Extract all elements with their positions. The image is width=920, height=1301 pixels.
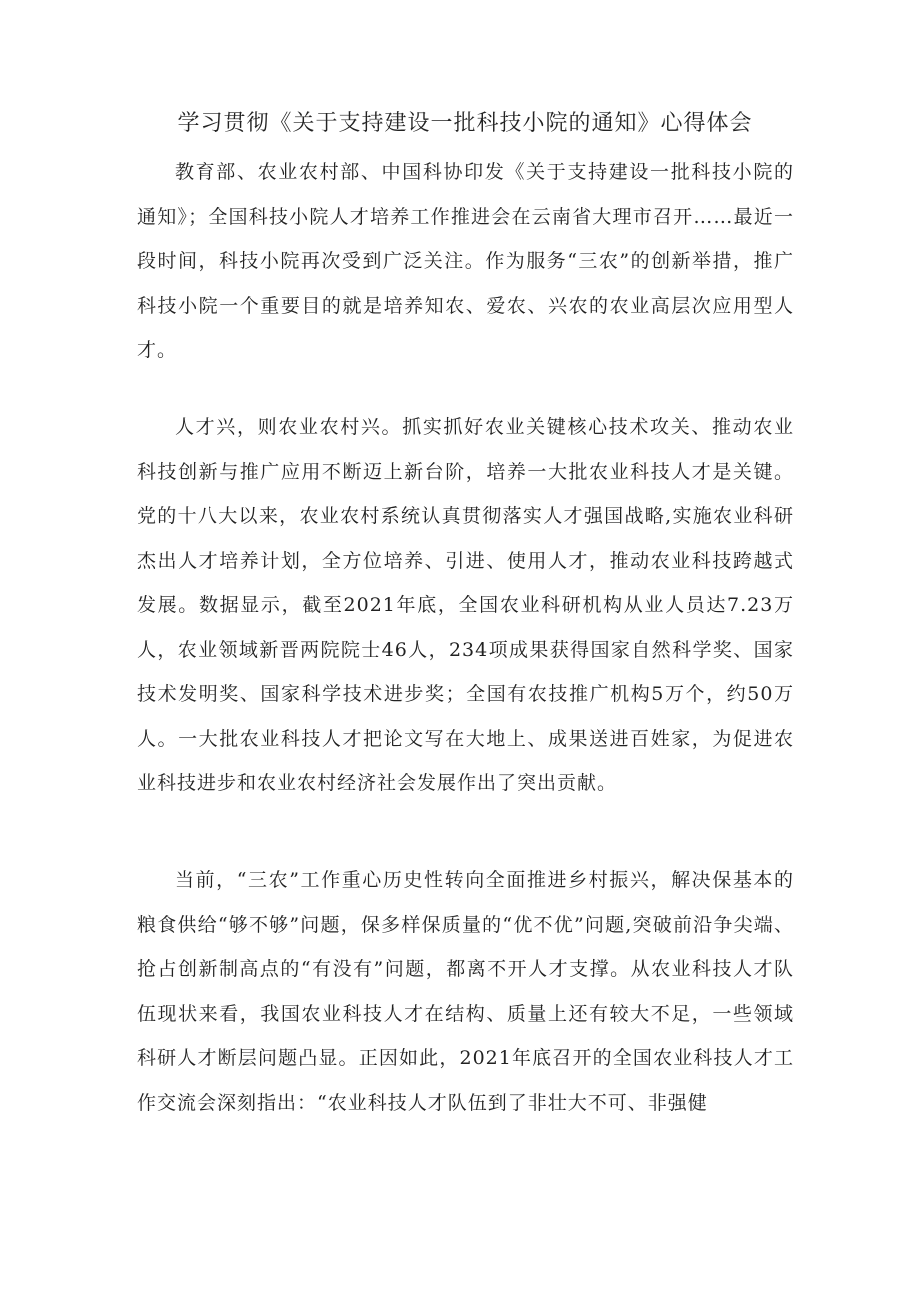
paragraph-1: 教育部、农业农村部、中国科协印发《关于支持建设一批科技小院的通知》；全国科技小院人才培养工作推进会在云南省大理市召开……最近一段时间，科技小院再次受到广泛关注。作为服务“三农”的创新举措，推广科技小院一个重要目的就是培养知农、爱农、兴农的农业高层次应用型人才。: [137, 161, 794, 361]
document-title: 学习贯彻《关于支持建设一批科技小院的通知》心得体会: [177, 111, 753, 136]
paragraph-2: 人才兴，则农业农村兴。抓实抓好农业关键核心技术攻关、推动农业科技创新与推广应用不断迈上新台阶，培养一大批农业科技人才是关键。党的十八大以来，农业农村系统认真贯彻落实人才强国战略,实施农业科研杰出人才培养计划，全方位培养、引进、使用人才，推动农业科技跨越式发展。数据显示，截至2021年底，全国农业科研机构从业人员达7.23万人，农业领域新晋两院院士46人，234项成果获得国家自然科学奖、国家技术发明奖、国家科学技术进步奖；全国有农技推广机构5万个，约50万人。一大批农业科技人才把论文写在大地上、成果送进百姓家，为促进农业科技进步和农业农村经济社会发展作出了突出贡献。: [137, 416, 794, 794]
paragraph-3: 当前，“三农”工作重心历史性转向全面推进乡村振兴，解决保基本的粮食供给“够不够”问题，保多样保质量的“优不优”问题,突破前沿争尖端、抢占创新制高点的“有没有”问题，都离不开人才支撑。从农业科技人才队伍现状来看，我国农业科技人才在结构、质量上还有较大不足，一些领域科研人才断层问题凸显。正因如此，2021年底召开的全国农业科技人才工作交流会深刻指出：“农业科技人才队伍到了非壮大不可、非强健: [137, 869, 794, 1114]
